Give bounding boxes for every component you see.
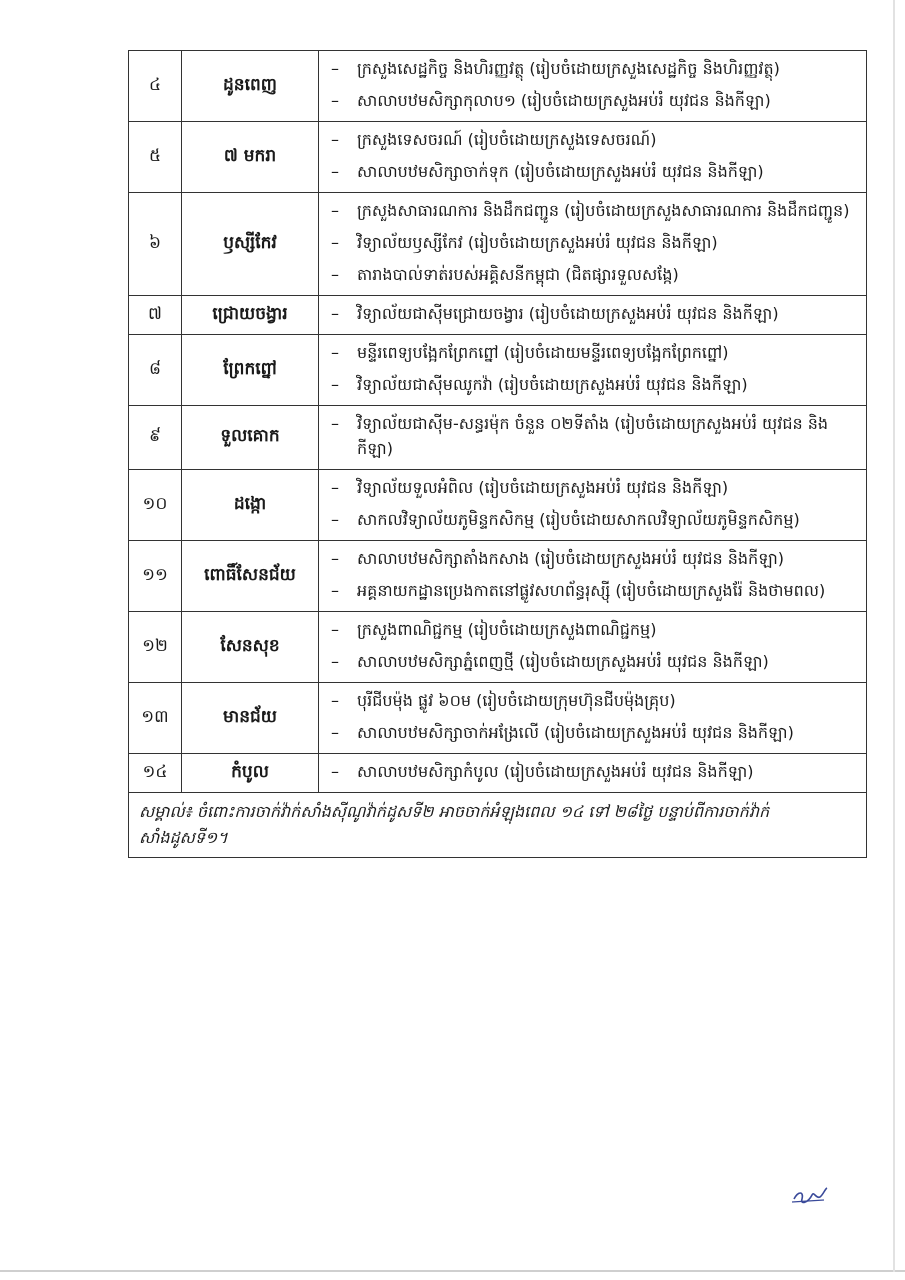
table-row [129,296,867,335]
page-bottom-edge [0,1270,905,1272]
site-list [319,51,867,122]
site-item [331,475,858,500]
site-list [319,470,867,541]
site-text: វិទ្យាល័យឫស្សីកែវ (រៀបចំដោយក្រសួងអប់រំ យុវជន និងកីឡា) [357,233,718,252]
site-list [319,754,867,793]
site-item [331,127,858,152]
district-name: សែនសុខ [182,612,319,683]
table-row [129,683,867,754]
site-item [331,411,858,461]
site-item [331,649,858,674]
site-text: សាលាបឋមសិក្សាកុលាប១ (រៀបចំដោយក្រសួងអប់រំ យុវជន និងកីឡា) [357,91,771,110]
district-name: មានជ័យ [182,683,319,754]
row-number: ៩ [129,406,182,470]
site-text: វិទ្យាល័យជាស៊ីម-សន្ធរម៉ុក ចំនួន ០២ទីតាំង (រៀបចំដោយក្រសួងអប់រំ យុវជន និងកីឡា) [357,414,829,458]
dash-bullet: – [331,233,339,252]
site-text: សាកលវិទ្យាល័យភូមិន្ទកសិកម្ម (រៀបចំដោយសាកលវិទ្យាល័យភូមិន្ទកសិកម្ម) [357,510,800,529]
site-text: វិទ្យាល័យជាស៊ីមឈូកវ៉ា (រៀបចំដោយក្រសួងអប់រំ យុវជន និងកីឡា) [357,375,748,394]
dash-bullet: – [331,652,339,671]
dash-bullet: – [331,59,339,78]
site-list [319,296,867,335]
site-item [331,159,858,184]
site-item [331,198,858,223]
site-text: តារាងបាល់ទាត់របស់អគ្គិសនីកម្ពុជា (ជិតផ្សារទួលសង្កែ) [357,265,679,284]
district-name: កំបូល [182,754,319,793]
site-text: វិទ្យាល័យជាស៊ីមជ្រោយចង្វារ (រៀបចំដោយក្រសួងអប់រំ យុវជន និងកីឡា) [357,304,779,323]
dash-bullet: – [331,510,339,529]
row-number: ១១ [129,541,182,612]
table-row [129,754,867,793]
table-row [129,335,867,406]
site-item [331,340,858,365]
table-row [129,406,867,470]
site-text: បុរីជីបម៉ុង ផ្លូវ ៦០ម (រៀបចំដោយក្រុមហ៊ុនជីបម៉ុងគ្រុប) [357,691,676,710]
site-text: សាលាបឋមសិក្សាតាំងកសាង (រៀបចំដោយក្រសួងអប់រំ យុវជន និងកីឡា) [357,549,784,568]
row-number: ១២ [129,612,182,683]
dash-bullet: – [331,162,339,181]
district-name: ៧ មករា [182,122,319,193]
site-list [319,193,867,296]
site-text: ក្រសួងទេសចរណ៍ (រៀបចំដោយក្រសួងទេសចរណ៍) [357,130,657,149]
site-item [331,262,858,287]
site-item [331,507,858,532]
site-text: សាលាបឋមសិក្សាចាក់អង្រែលើ (រៀបចំដោយក្រសួងអប់រំ យុវជន និងកីឡា) [357,723,794,742]
dash-bullet: – [331,723,339,742]
site-text: មន្ទីរពេទ្យបង្អែកព្រែកព្នៅ (រៀបចំដោយមន្ទីរពេទ្យបង្អែកព្រែកព្នៅ) [357,343,729,362]
dash-bullet: – [331,375,339,394]
district-name: ដូនពេញ [182,51,319,122]
note-row [129,793,867,858]
page-right-edge [893,0,895,1272]
row-number: ៦ [129,193,182,296]
district-name: ជ្រោយចង្វារ [182,296,319,335]
site-text: ក្រសួងសាធារណការ និងដឹកជញ្ជូន (រៀបចំដោយក្រសួងសាធារណការ និងដឹកជញ្ជូន) [357,201,850,220]
dash-bullet: – [331,201,339,220]
site-text: ក្រសួងសេដ្ឋកិច្ច និងហិរញ្ញវត្ថុ (រៀបចំដោយក្រសួងសេដ្ឋកិច្ច និងហិរញ្ញវត្ថុ) [357,59,780,78]
row-number: ៨ [129,335,182,406]
vaccination-sites-table [128,50,867,858]
site-item [331,688,858,713]
dash-bullet: – [331,414,339,433]
table-row [129,193,867,296]
dash-bullet: – [331,762,339,781]
site-text: សាលាបឋមសិក្សាចាក់ទុក (រៀបចំដោយក្រសួងអប់រំ យុវជន និងកីឡា) [357,162,764,181]
site-item [331,230,858,255]
site-item [331,720,858,745]
site-list [319,612,867,683]
site-list [319,406,867,470]
table-row [129,612,867,683]
table-row [129,541,867,612]
site-item [331,546,858,571]
table-row [129,51,867,122]
dash-bullet: – [331,549,339,568]
table-row [129,470,867,541]
site-item [331,56,858,81]
site-text: សាលាបឋមសិក្សាភ្នំពេញថ្មី (រៀបចំដោយក្រសួងអប់រំ យុវជន និងកីឡា) [357,652,769,671]
row-number: ៧ [129,296,182,335]
site-item [331,617,858,642]
note-text: សម្គាល់៖ ចំពោះការចាក់វ៉ាក់សាំងស៊ីណូវ៉ាក់ដូសទី២ អាចចាក់អំឡុងពេល ១៤ ទៅ ២៨ថ្ងៃ បន្ទាប់ពីការចាក់វ៉ាក់សាំងដូសទី១។ [129,793,867,858]
row-number: ១០ [129,470,182,541]
row-number: ៤ [129,51,182,122]
dash-bullet: – [331,265,339,284]
site-item [331,88,858,113]
site-text: អគ្គនាយកដ្ឋានប្រេងកាតនៅផ្លូវសហព័ន្ធរុស្ស៊ី (រៀបចំដោយក្រសួងរ៉ែ និងថាមពល) [357,581,826,600]
table-body [129,51,867,793]
row-number: ១៣ [129,683,182,754]
dash-bullet: – [331,304,339,323]
site-text: វិទ្យាល័យទួលអំពិល (រៀបចំដោយក្រសួងអប់រំ យុវជន និងកីឡា) [357,478,729,497]
site-list [319,122,867,193]
site-item [331,578,858,603]
signature-initials-icon [790,1185,830,1207]
district-name: ទួលគោក [182,406,319,470]
site-list [319,541,867,612]
dash-bullet: – [331,343,339,362]
site-item [331,301,858,326]
dash-bullet: – [331,130,339,149]
row-number: ១៤ [129,754,182,793]
district-name: ពោធិ៍សែនជ័យ [182,541,319,612]
site-list [319,335,867,406]
site-item [331,759,858,784]
dash-bullet: – [331,620,339,639]
dash-bullet: – [331,581,339,600]
site-text: សាលាបឋមសិក្សាកំបូល (រៀបចំដោយក្រសួងអប់រំ យុវជន និងកីឡា) [357,762,754,781]
dash-bullet: – [331,691,339,710]
dash-bullet: – [331,478,339,497]
site-item [331,372,858,397]
site-text: ក្រសួងពាណិជ្ជកម្ម (រៀបចំដោយក្រសួងពាណិជ្ជកម្ម) [357,620,657,639]
district-name: ដង្កោ [182,470,319,541]
row-number: ៥ [129,122,182,193]
dash-bullet: – [331,91,339,110]
district-name: ព្រែកព្នៅ [182,335,319,406]
table-row [129,122,867,193]
site-list [319,683,867,754]
district-name: ឫស្សីកែវ [182,193,319,296]
